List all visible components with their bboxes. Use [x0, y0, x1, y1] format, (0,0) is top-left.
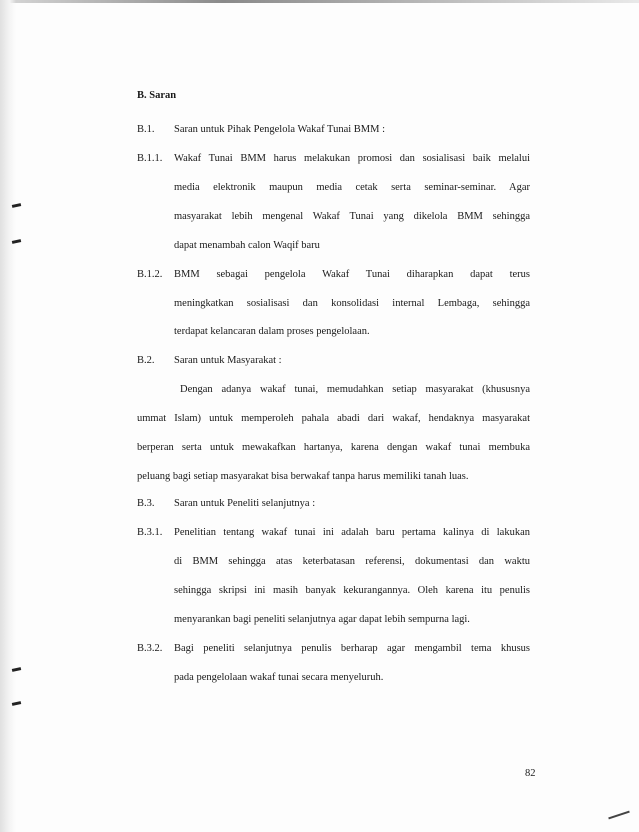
subsection-heading: Saran untuk Peneliti selanjutnya : — [174, 498, 316, 509]
section-title: B. Saran — [137, 90, 177, 101]
subsection-heading: Saran untuk Masyarakat : — [174, 355, 282, 366]
item-number: B.3.1. — [137, 527, 163, 538]
paragraph-line: Bagi peneliti selanjutnya penulis berharap agar mengambil tema khusus — [174, 643, 530, 654]
page-number: 82 — [525, 768, 536, 779]
paragraph-line: di BMM sehingga atas keterbatasan referensi, dokumentasi dan waktu — [174, 556, 530, 567]
paragraph-line: meningkatkan sosialisasi dan konsolidasi internal Lembaga, sehingga — [174, 298, 530, 309]
paragraph-line: peluang bagi setiap masyarakat bisa berwakaf tanpa harus memiliki tanah luas. — [137, 471, 469, 482]
paragraph-line: sehingga skripsi ini masih banyak kekurangannya. Oleh karena itu penulis — [174, 585, 530, 596]
paragraph-line: pada pengelolaan wakaf tunai secara menyeluruh. — [174, 672, 384, 683]
item-number: B.3. — [137, 498, 155, 509]
item-number: B.1. — [137, 124, 155, 135]
item-number: B.1.1. — [137, 153, 163, 164]
paragraph-line: Dengan adanya wakaf tunai, memudahkan setiap masyarakat (khususnya — [180, 384, 530, 395]
item-number: B.2. — [137, 355, 155, 366]
paragraph-line: menyarankan bagi peneliti selanjutnya agar dapat lebih sempurna lagi. — [174, 614, 470, 625]
paragraph-line: masyarakat lebih mengenal Wakaf Tunai yang dikelola BMM sehingga — [174, 211, 530, 222]
item-number: B.3.2. — [137, 643, 163, 654]
paragraph-line: BMM sebagai pengelola Wakaf Tunai diharapkan dapat terus — [174, 269, 530, 280]
scan-mark — [12, 667, 21, 672]
scan-edge-left — [0, 0, 16, 832]
paragraph-line: Penelitian tentang wakaf tunai ini adalah baru pertama kalinya di lakukan — [174, 527, 530, 538]
paragraph-line: media elektronik maupun media cetak serta seminar-seminar. Agar — [174, 182, 530, 193]
subsection-heading: Saran untuk Pihak Pengelola Wakaf Tunai BMM : — [174, 124, 385, 135]
paragraph-line: ummat Islam) untuk memperoleh pahala abadi dari wakaf, hendaknya masyarakat — [137, 413, 530, 424]
paragraph-line: terdapat kelancaran dalam proses pengelolaan. — [174, 326, 370, 337]
scan-edge-top — [0, 0, 639, 3]
paragraph-line: dapat menambah calon Waqif baru — [174, 240, 320, 251]
item-number: B.1.2. — [137, 269, 163, 280]
scan-mark — [608, 811, 630, 820]
paragraph-line: berperan serta untuk mewakafkan hartanya, karena dengan wakaf tunai membuka — [137, 442, 530, 453]
scan-mark — [12, 239, 21, 244]
paragraph-line: Wakaf Tunai BMM harus melakukan promosi dan sosialisasi baik melalui — [174, 153, 530, 164]
scan-mark — [12, 701, 21, 706]
scan-mark — [12, 203, 21, 208]
